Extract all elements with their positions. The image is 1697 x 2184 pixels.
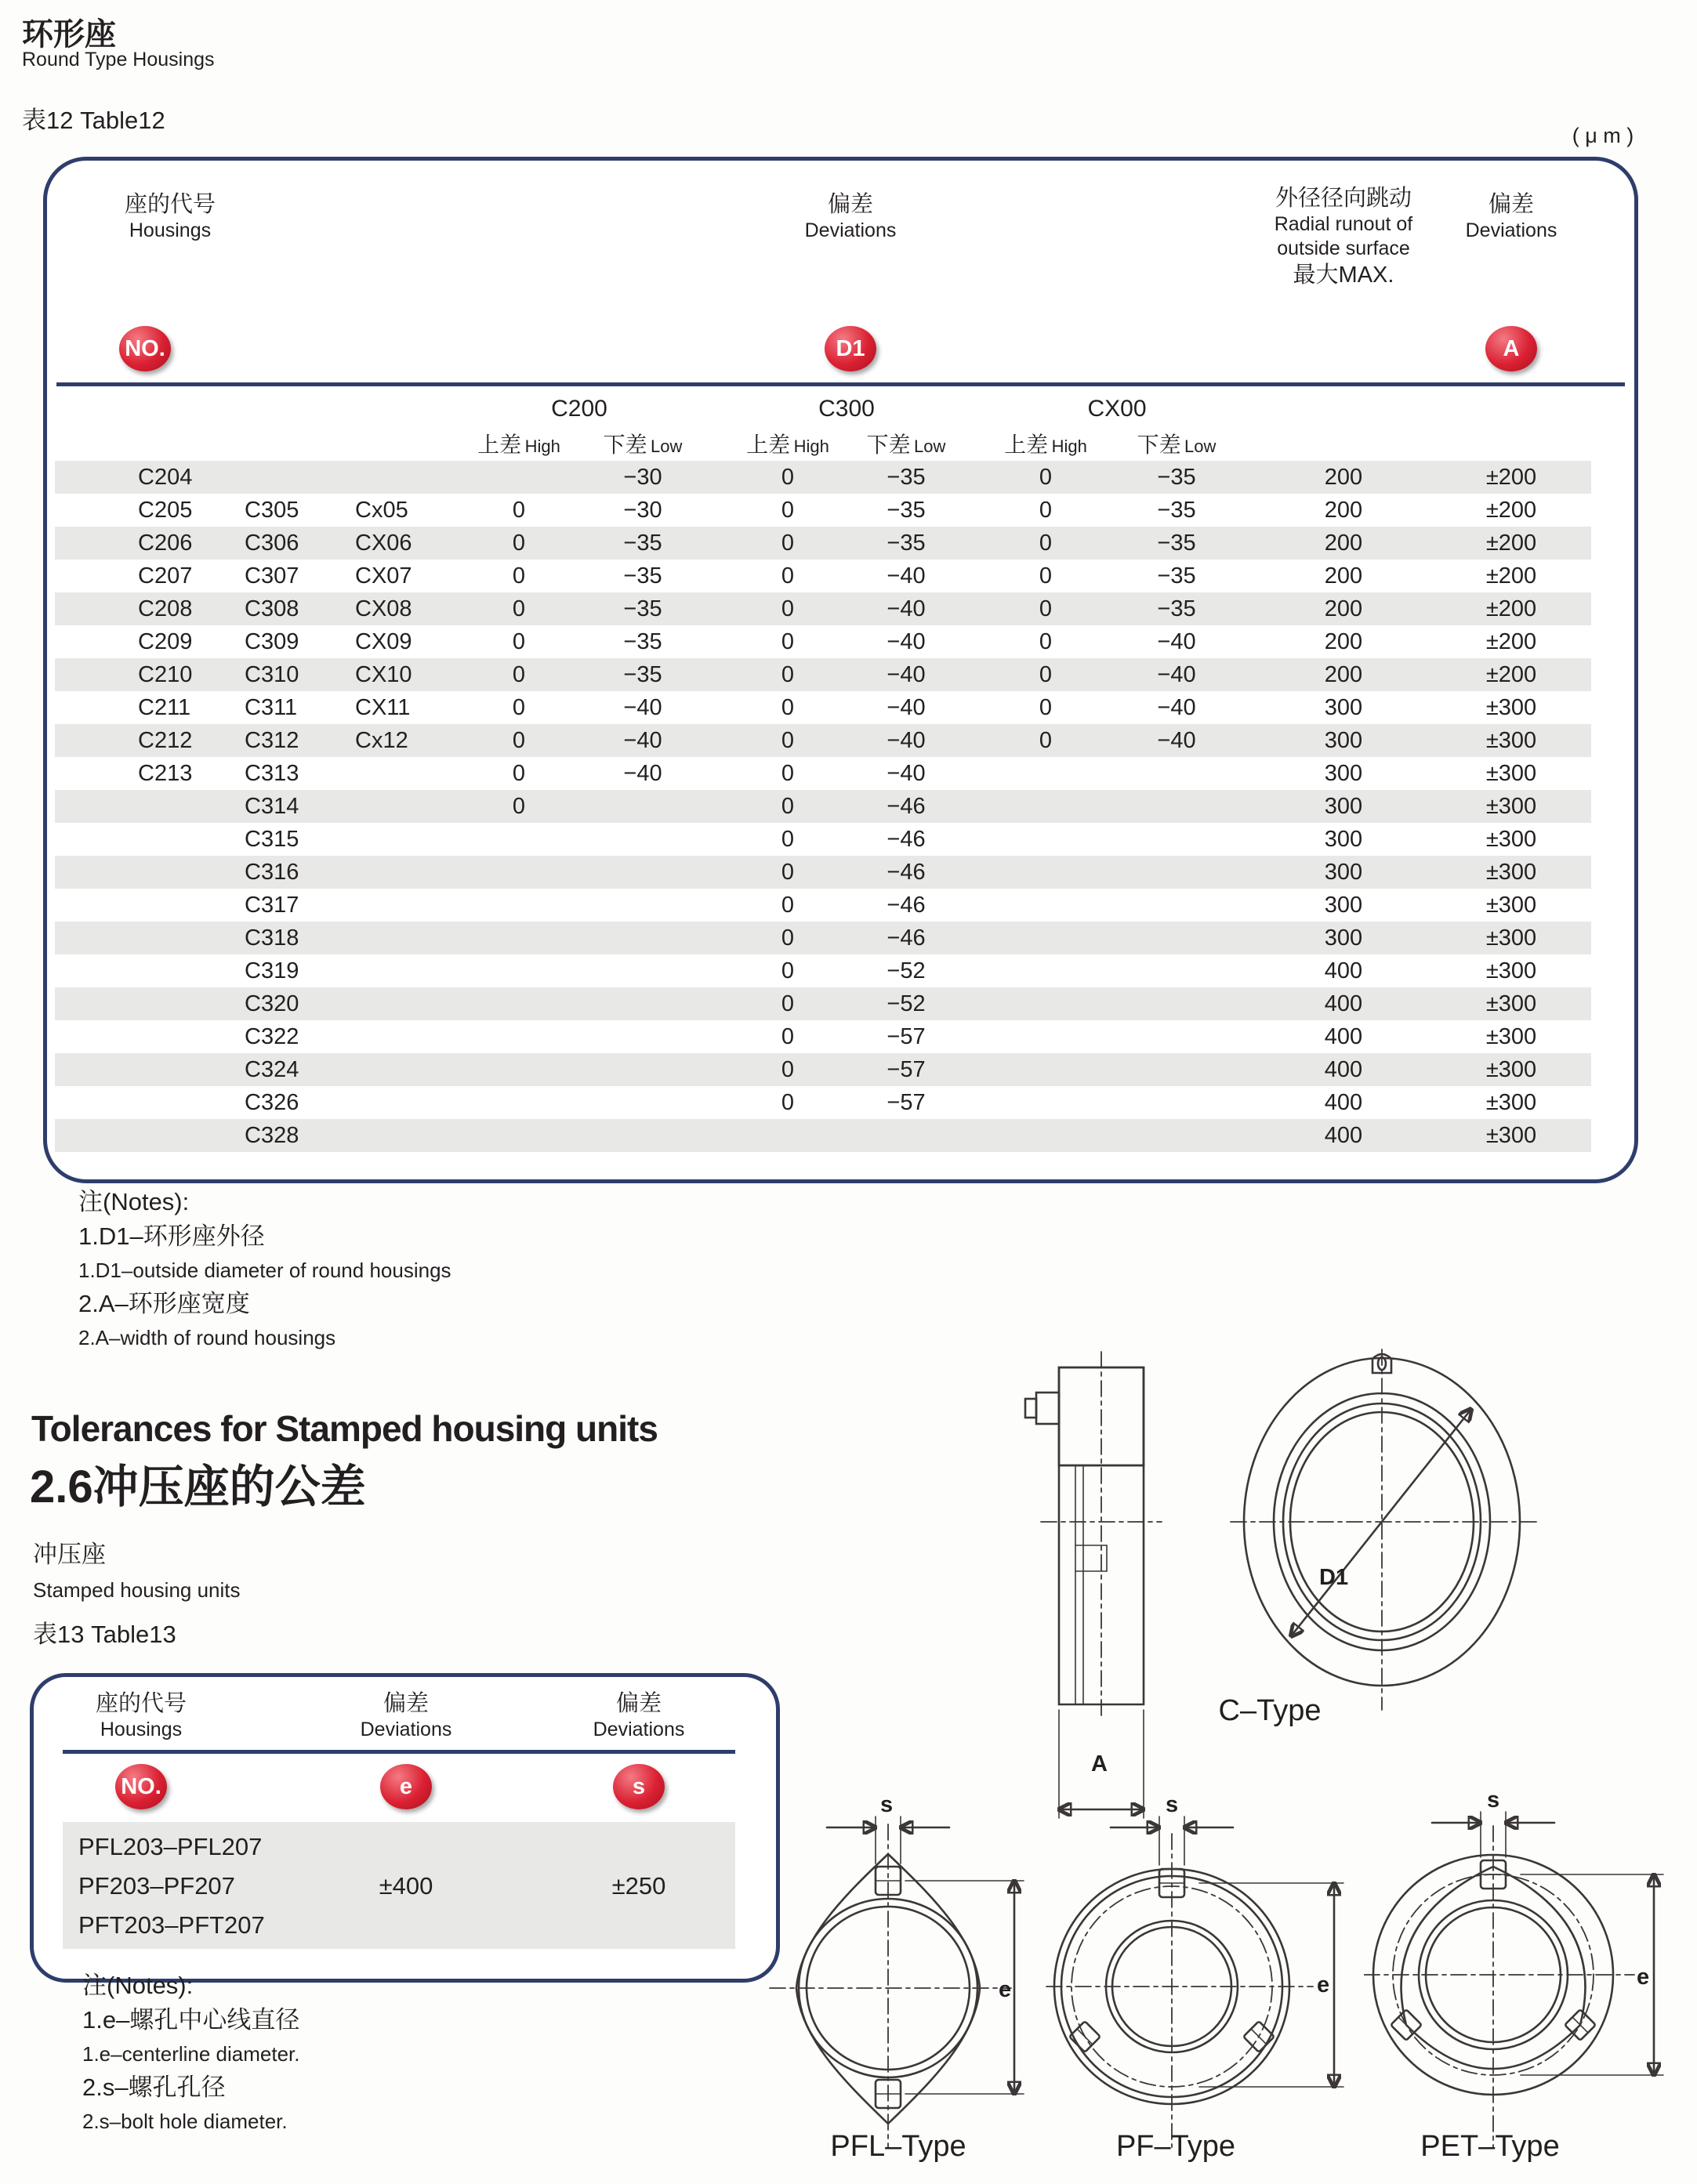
table-row: [47, 724, 1626, 757]
cell-c3: C316: [245, 860, 299, 885]
cell-dev: ±300: [1485, 761, 1537, 786]
cell-runout: 400: [1324, 1090, 1363, 1115]
table-row: [47, 1053, 1626, 1086]
cell-runout: 200: [1324, 563, 1363, 589]
cell-c300_low: −57: [887, 1024, 926, 1049]
cell-c300_high: 0: [781, 893, 795, 918]
col-header-deviations-2: [1445, 190, 1578, 243]
cell-cx00_high: 0: [1039, 465, 1053, 490]
col-header-deviations-1: [772, 190, 929, 243]
cell-c300_high: 0: [781, 794, 795, 819]
cell-runout: 200: [1324, 498, 1363, 523]
badge-a: A: [1485, 326, 1537, 371]
cell-c300_high: 0: [781, 531, 795, 556]
cell-cx00_high: 0: [1039, 531, 1053, 556]
pf-type-label: PF–Type: [1115, 2130, 1236, 2163]
group-header-c200: C200: [551, 396, 607, 422]
cell-c3: C312: [245, 728, 299, 753]
table-row: [47, 889, 1626, 922]
cell-c300_high: 0: [781, 827, 795, 852]
cell-runout: 200: [1324, 629, 1363, 654]
cell-dev: ±300: [1485, 958, 1537, 983]
cell-cx: CX08: [355, 596, 412, 621]
cell-c300_high: 0: [781, 728, 795, 753]
cell-dev: ±300: [1485, 925, 1537, 951]
cell-c200_high: 0: [512, 531, 526, 556]
c-type-diagram: [1019, 1348, 1552, 1834]
table-row: [47, 757, 1626, 790]
cell-runout: 300: [1324, 728, 1363, 753]
col-header-runout-max: 最大MAX.: [1293, 263, 1394, 288]
table-row: [47, 625, 1626, 658]
cell-c300_low: −35: [887, 531, 926, 556]
cell-c200_low: −35: [623, 563, 662, 589]
note-line: 2.s–螺孔孔径: [82, 2074, 226, 2101]
t13-header-deviations-1: 偏差 Deviations: [360, 1691, 452, 1740]
notes-table12: [78, 1185, 451, 1354]
cell-dev: ±200: [1485, 531, 1537, 556]
cell-c300_low: −57: [887, 1057, 926, 1082]
table-row: [47, 691, 1626, 724]
dim-label-s: s: [880, 1792, 894, 1817]
cell-dev: ±200: [1485, 662, 1537, 687]
cell-c200_high: 0: [512, 563, 526, 589]
badge-no: NO.: [119, 326, 171, 371]
table-row: [47, 658, 1626, 691]
subheader-c300-high: 上差 High: [746, 433, 829, 457]
cell-c3: C326: [245, 1090, 299, 1115]
table-row: [47, 790, 1626, 823]
cell-cx: Cx05: [355, 498, 408, 523]
cell-cx00_low: −35: [1157, 531, 1196, 556]
cell-c2: C211: [138, 695, 191, 720]
dim-label-a: A: [1091, 1751, 1108, 1777]
cell-c3: C310: [245, 662, 299, 687]
unit-label: ( μ m ): [1572, 124, 1634, 147]
table-row: [47, 494, 1626, 527]
cell-runout: 300: [1324, 860, 1363, 885]
cell-c200_low: −40: [623, 695, 662, 720]
cell-c2: C207: [138, 563, 193, 589]
subheader-c200-low: 下差 Low: [603, 433, 683, 457]
cell-cx00_low: −35: [1157, 498, 1196, 523]
cell-c300_low: −46: [887, 794, 926, 819]
cell-c300_low: −46: [887, 860, 926, 885]
cell-c300_low: −52: [887, 991, 926, 1016]
cell-cx00_low: −35: [1157, 596, 1196, 621]
t13-housing-range-2: PF203–PF207: [78, 1872, 235, 1900]
dim-label-e: e: [999, 1977, 1012, 2002]
table-row: [47, 1086, 1626, 1119]
table-row: [47, 922, 1626, 954]
cell-dev: ±200: [1485, 498, 1537, 523]
c-type-label: C–Type: [1218, 1694, 1322, 1727]
table-row: [47, 987, 1626, 1020]
cell-c300_high: 0: [781, 695, 795, 720]
section-heading-en: Tolerances for Stamped housing units: [31, 1408, 658, 1449]
cell-c3: C319: [245, 958, 299, 983]
group-header-c300: C300: [818, 396, 875, 422]
cell-dev: ±200: [1485, 596, 1537, 621]
cell-c300_high: 0: [781, 761, 795, 786]
cell-c300_low: −40: [887, 728, 926, 753]
section-heading-cn: 2.6冲压座的公差: [30, 1461, 366, 1512]
table12-rows: [47, 461, 1626, 1152]
cell-c2: C208: [138, 596, 193, 621]
cell-c3: C317: [245, 893, 299, 918]
cell-c300_high: 0: [781, 925, 795, 951]
cell-c200_low: −35: [623, 629, 662, 654]
table-row: [47, 461, 1626, 494]
cell-runout: 400: [1324, 1057, 1363, 1082]
cell-cx00_low: −40: [1157, 695, 1196, 720]
cell-c3: C320: [245, 991, 299, 1016]
cell-cx: Cx12: [355, 728, 408, 753]
section-sub-en: Stamped housing units: [33, 1578, 241, 1602]
cell-c300_low: −40: [887, 629, 926, 654]
cell-runout: 300: [1324, 761, 1363, 786]
cell-c300_low: −35: [887, 498, 926, 523]
cell-cx00_high: 0: [1039, 629, 1053, 654]
cell-c3: C314: [245, 794, 299, 819]
cell-cx00_high: 0: [1039, 695, 1053, 720]
col-header-runout-en2: outside surface: [1277, 237, 1410, 259]
cell-c300_low: −40: [887, 662, 926, 687]
table-row: [47, 1020, 1626, 1053]
cell-c3: C309: [245, 629, 299, 654]
cell-cx00_high: 0: [1039, 498, 1053, 523]
cell-cx00_high: 0: [1039, 662, 1053, 687]
table12-caption: 表12 Table12: [22, 107, 165, 134]
cell-c300_high: 0: [781, 629, 795, 654]
cell-c3: C315: [245, 827, 299, 852]
cell-c3: C311: [245, 695, 298, 720]
cell-cx: CX06: [355, 531, 412, 556]
cell-runout: 200: [1324, 596, 1363, 621]
col-header-deviations1-cn: 偏差: [827, 192, 873, 217]
cell-c200_low: −30: [623, 465, 662, 490]
t13-badge-s: s: [613, 1764, 665, 1809]
cell-c300_high: 0: [781, 958, 795, 983]
header-divider: [56, 382, 1625, 386]
cell-cx: CX10: [355, 662, 412, 687]
cell-runout: 200: [1324, 531, 1363, 556]
col-header-housings: [92, 190, 248, 243]
cell-c3: C305: [245, 498, 299, 523]
cell-c200_low: −40: [623, 728, 662, 753]
table12-round-housings: [43, 157, 1638, 1183]
cell-c300_low: −35: [887, 465, 926, 490]
cell-c300_low: −52: [887, 958, 926, 983]
note-line: 2.s–bolt hole diameter.: [82, 2110, 288, 2133]
pfl-type-diagram: [752, 1779, 1082, 2155]
table-row: [47, 560, 1626, 592]
col-header-housings-en: Housings: [129, 219, 212, 241]
cell-runout: 300: [1324, 695, 1363, 720]
cell-c3: C308: [245, 596, 299, 621]
dim-label-d1: D1: [1319, 1565, 1349, 1590]
cell-dev: ±300: [1485, 695, 1537, 720]
note-line: 1.D1–环形座外径: [78, 1222, 265, 1250]
cell-c200_high: 0: [512, 662, 526, 687]
t13-value-s: ±250: [611, 1872, 666, 1900]
t13-header-divider: [63, 1750, 735, 1754]
cell-c3: C322: [245, 1024, 299, 1049]
cell-c200_low: −40: [623, 761, 662, 786]
cell-cx: CX07: [355, 563, 412, 589]
table-row: [47, 856, 1626, 889]
cell-c2: C210: [138, 662, 193, 687]
t13-housing-range-3: PFT203–PFT207: [78, 1911, 265, 1939]
page-title-cn: 环形座: [22, 17, 116, 52]
note-line: 2.A–环形座宽度: [78, 1290, 250, 1317]
subheader-cx00-low: 下差 Low: [1137, 433, 1217, 457]
cell-c2: C212: [138, 728, 193, 753]
cell-runout: 300: [1324, 925, 1363, 951]
cell-dev: ±300: [1485, 1024, 1537, 1049]
note-line: 1.e–螺孔中心线直径: [82, 2006, 300, 2034]
cell-c300_high: 0: [781, 991, 795, 1016]
cell-c300_high: 0: [781, 662, 795, 687]
group-header-cx00: CX00: [1087, 396, 1147, 422]
cell-c3: C328: [245, 1123, 299, 1148]
table-row: [47, 527, 1626, 560]
cell-c300_high: 0: [781, 498, 795, 523]
cell-dev: ±300: [1485, 893, 1537, 918]
cell-cx: CX11: [355, 695, 411, 720]
cell-runout: 300: [1324, 794, 1363, 819]
cell-c2: C209: [138, 629, 193, 654]
cell-dev: ±300: [1485, 1123, 1537, 1148]
cell-runout: 300: [1324, 893, 1363, 918]
cell-dev: ±300: [1485, 860, 1537, 885]
dim-label-s: s: [1166, 1792, 1179, 1817]
cell-c300_low: −40: [887, 695, 926, 720]
cell-dev: ±200: [1485, 465, 1537, 490]
cell-cx: CX09: [355, 629, 412, 654]
page-title-en: Round Type Housings: [22, 49, 215, 71]
cell-dev: ±200: [1485, 563, 1537, 589]
cell-c200_low: −30: [623, 498, 662, 523]
cell-dev: ±300: [1485, 991, 1537, 1016]
note-line: 1.e–centerline diameter.: [82, 2042, 300, 2066]
t13-housing-range-1: PFL203–PFL207: [78, 1833, 263, 1860]
cell-c300_high: 0: [781, 1090, 795, 1115]
cell-cx00_low: −40: [1157, 728, 1196, 753]
cell-dev: ±300: [1485, 827, 1537, 852]
cell-c200_high: 0: [512, 761, 526, 786]
col-header-deviations1-en: Deviations: [804, 219, 897, 241]
cell-c200_high: 0: [512, 728, 526, 753]
badge-d1: D1: [825, 326, 876, 371]
cell-c2: C205: [138, 498, 193, 523]
cell-c300_high: 0: [781, 1024, 795, 1049]
cell-runout: 300: [1324, 827, 1363, 852]
table-row: [47, 823, 1626, 856]
notes-table13: [82, 1968, 300, 2138]
cell-c300_low: −40: [887, 596, 926, 621]
t13-badge-e: e: [380, 1764, 432, 1809]
cell-c300_low: −46: [887, 893, 926, 918]
cell-cx00_low: −35: [1157, 465, 1196, 490]
col-header-deviations2-cn: 偏差: [1488, 192, 1534, 217]
cell-cx00_high: 0: [1039, 563, 1053, 589]
cell-c2: C213: [138, 761, 193, 786]
dim-label-e: e: [1637, 1965, 1650, 1990]
col-header-housings-cn: 座的代号: [124, 192, 216, 217]
cell-c300_low: −40: [887, 563, 926, 589]
cell-runout: 400: [1324, 1024, 1363, 1049]
cell-c200_high: 0: [512, 794, 526, 819]
cell-c3: C307: [245, 563, 299, 589]
cell-c200_high: 0: [512, 596, 526, 621]
dim-label-s: s: [1487, 1787, 1500, 1813]
cell-c2: C206: [138, 531, 193, 556]
col-header-runout: [1234, 184, 1453, 289]
cell-c300_low: −46: [887, 925, 926, 951]
cell-c200_high: 0: [512, 498, 526, 523]
subheader-c300-low: 下差 Low: [866, 433, 946, 457]
cell-dev: ±300: [1485, 794, 1537, 819]
cell-c300_high: 0: [781, 563, 795, 589]
cell-c300_high: 0: [781, 465, 795, 490]
cell-c200_high: 0: [512, 629, 526, 654]
cell-c300_high: 0: [781, 860, 795, 885]
col-header-deviations2-en: Deviations: [1465, 219, 1557, 241]
pet-type-diagram: [1364, 1779, 1697, 2155]
subheader-cx00-high: 上差 High: [1004, 433, 1087, 457]
t13-value-e: ±400: [379, 1872, 433, 1900]
note-line: 2.A–width of round housings: [78, 1326, 336, 1349]
cell-c200_low: −35: [623, 531, 662, 556]
pf-type-diagram: [1042, 1779, 1380, 2155]
cell-runout: 200: [1324, 465, 1363, 490]
t13-header-housings: 座的代号 Housings: [95, 1691, 187, 1740]
t13-badge-no: NO.: [115, 1764, 167, 1809]
cell-c3: C306: [245, 531, 299, 556]
note-line: 注(Notes):: [82, 1972, 194, 1999]
table-row: [47, 1119, 1626, 1152]
cell-runout: 200: [1324, 662, 1363, 687]
cell-c300_high: 0: [781, 596, 795, 621]
cell-cx00_low: −35: [1157, 563, 1196, 589]
cell-cx00_high: 0: [1039, 596, 1053, 621]
pfl-type-label: PFL–Type: [830, 2130, 966, 2163]
cell-c3: C318: [245, 925, 299, 951]
cell-dev: ±300: [1485, 1057, 1537, 1082]
cell-c300_low: −40: [887, 761, 926, 786]
cell-cx00_low: −40: [1157, 662, 1196, 687]
cell-runout: 400: [1324, 1123, 1363, 1148]
cell-runout: 400: [1324, 991, 1363, 1016]
table-row: [47, 954, 1626, 987]
t13-header-deviations-2: 偏差 Deviations: [593, 1691, 685, 1740]
cell-cx00_low: −40: [1157, 629, 1196, 654]
cell-cx00_high: 0: [1039, 728, 1053, 753]
cell-c300_high: 0: [781, 1057, 795, 1082]
cell-c3: C313: [245, 761, 299, 786]
col-header-runout-en1: Radial runout of: [1274, 213, 1413, 235]
cell-dev: ±300: [1485, 1090, 1537, 1115]
table13-stamped-housings: [30, 1673, 780, 1983]
cell-c3: C324: [245, 1057, 299, 1082]
cell-c300_low: −57: [887, 1090, 926, 1115]
subheader-c200-high: 上差 High: [477, 433, 560, 457]
cell-c200_low: −35: [623, 662, 662, 687]
cell-c2: C204: [138, 465, 193, 490]
note-line: 注(Notes):: [78, 1188, 190, 1215]
cell-dev: ±200: [1485, 629, 1537, 654]
table-row: [47, 592, 1626, 625]
section-sub-cn: 冲压座: [33, 1541, 106, 1568]
cell-dev: ±300: [1485, 728, 1537, 753]
cell-c200_low: −35: [623, 596, 662, 621]
table13-caption: 表13 Table13: [33, 1621, 176, 1648]
cell-c200_high: 0: [512, 695, 526, 720]
pet-type-label: PET–Type: [1420, 2130, 1560, 2163]
cell-c300_low: −46: [887, 827, 926, 852]
cell-runout: 400: [1324, 958, 1363, 983]
note-line: 1.D1–outside diameter of round housings: [78, 1259, 451, 1282]
col-header-runout-cn: 外径径向跳动: [1275, 186, 1412, 211]
dim-label-e: e: [1317, 1972, 1330, 1997]
